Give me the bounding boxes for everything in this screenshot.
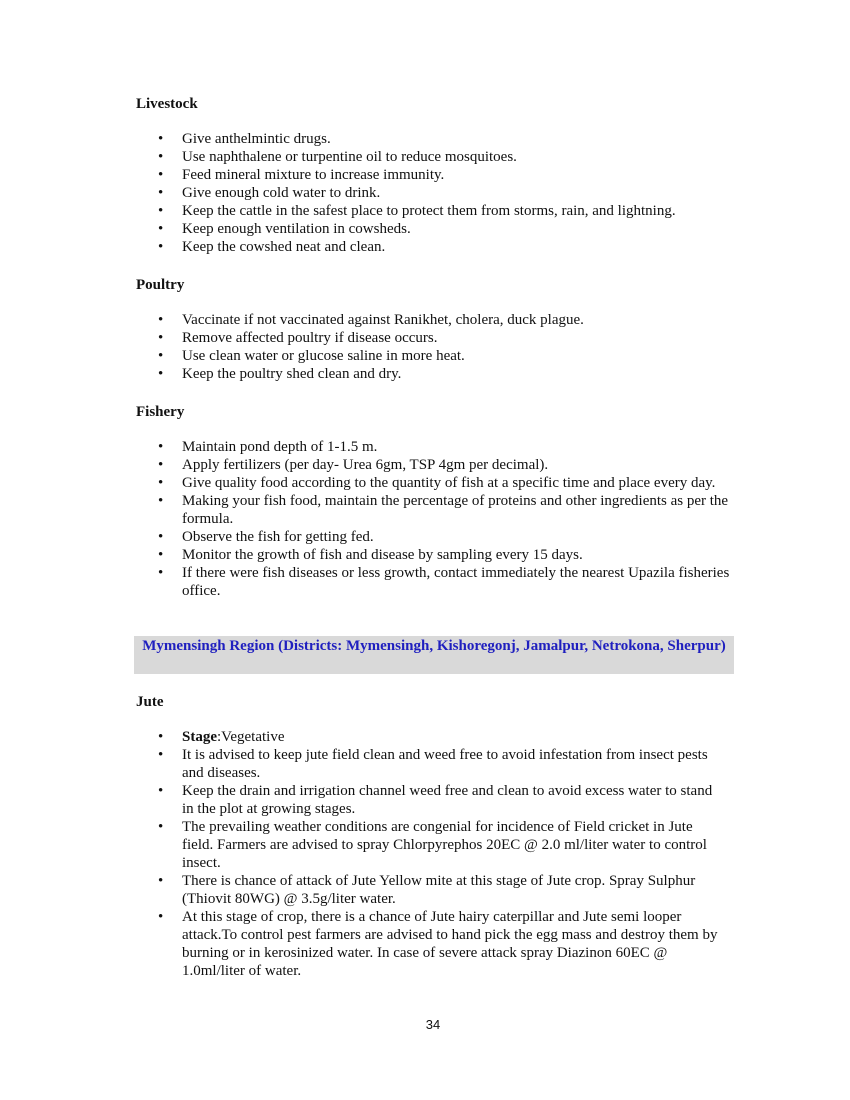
list-item: • Give anthelmintic drugs. xyxy=(136,130,736,148)
list-item: • Keep the poultry shed clean and dry. xyxy=(136,365,736,383)
list-item: • Use clean water or glucose saline in more heat. xyxy=(136,347,736,365)
list-item: • If there were fish diseases or less growth, contact immediately the nearest Upazila fisheries office. xyxy=(136,564,736,600)
list-item: • Apply fertilizers (per day- Urea 6gm, TSP 4gm per decimal). xyxy=(136,456,736,474)
jute-list xyxy=(136,728,726,980)
list-item: • Keep enough ventilation in cowsheds. xyxy=(136,220,736,238)
list-item: • Give enough cold water to drink. xyxy=(136,184,736,202)
list-item: • Remove affected poultry if disease occurs. xyxy=(136,329,736,347)
fishery-list xyxy=(136,438,736,600)
list-item: • There is chance of attack of Jute Yellow mite at this stage of Jute crop. Spray Sulphur (Thiovit 80WG) @ 3.5g/liter water. xyxy=(136,872,726,908)
list-item: • Making your fish food, maintain the percentage of proteins and other ingredients as per the formula. xyxy=(136,492,736,528)
section-heading-fishery: Fishery xyxy=(136,404,185,420)
list-item: • Vaccinate if not vaccinated against Ranikhet, cholera, duck plague. xyxy=(136,311,736,329)
list-item: • Use naphthalene or turpentine oil to reduce mosquitoes. xyxy=(136,148,736,166)
section-heading-jute: Jute xyxy=(136,694,164,710)
page-number: 34 xyxy=(425,1017,441,1032)
list-item: • Feed mineral mixture to increase immunity. xyxy=(136,166,736,184)
list-item: • The prevailing weather conditions are congenial for incidence of Field cricket in Jute field. Farmers are advised to spray Chlorpyrephos 20EC @ 2.0 ml/liter water to control insect. xyxy=(136,818,726,872)
list-item: • At this stage of crop, there is a chance of Jute hairy caterpillar and Jute semi looper attack.To control pest farmers are advised to hand pick the egg mass and destroy them by burning or in kerosinized water. In case of severe attack spray Diazinon 60EC @ 1.0ml/liter of water. xyxy=(136,908,726,980)
region-banner: Mymensingh Region (Districts: Mymensingh, Kishoregonj, Jamalpur, Netrokona, Sherpur) xyxy=(134,636,734,674)
list-item: • Keep the cattle in the safest place to protect them from storms, rain, and lightning. xyxy=(136,202,736,220)
list-item-stage xyxy=(136,728,726,746)
list-item: • Monitor the growth of fish and disease by sampling every 15 days. xyxy=(136,546,736,564)
poultry-list xyxy=(136,311,736,383)
list-item: • Keep the drain and irrigation channel weed free and clean to avoid excess water to stand in the plot at growing stages. xyxy=(136,782,726,818)
list-item: • Give quality food according to the quantity of fish at a specific time and place every day. xyxy=(136,474,736,492)
section-heading-livestock: Livestock xyxy=(136,96,198,112)
list-item: • It is advised to keep jute field clean and weed free to avoid infestation from insect pests and diseases. xyxy=(136,746,726,782)
list-item: • Observe the fish for getting fed. xyxy=(136,528,736,546)
list-item: • Keep the cowshed neat and clean. xyxy=(136,238,736,256)
list-item: • Maintain pond depth of 1-1.5 m. xyxy=(136,438,736,456)
section-heading-poultry: Poultry xyxy=(136,277,185,293)
stage-label: Stage xyxy=(182,729,217,745)
livestock-list xyxy=(136,130,736,256)
stage-value: :Vegetative xyxy=(217,729,285,745)
